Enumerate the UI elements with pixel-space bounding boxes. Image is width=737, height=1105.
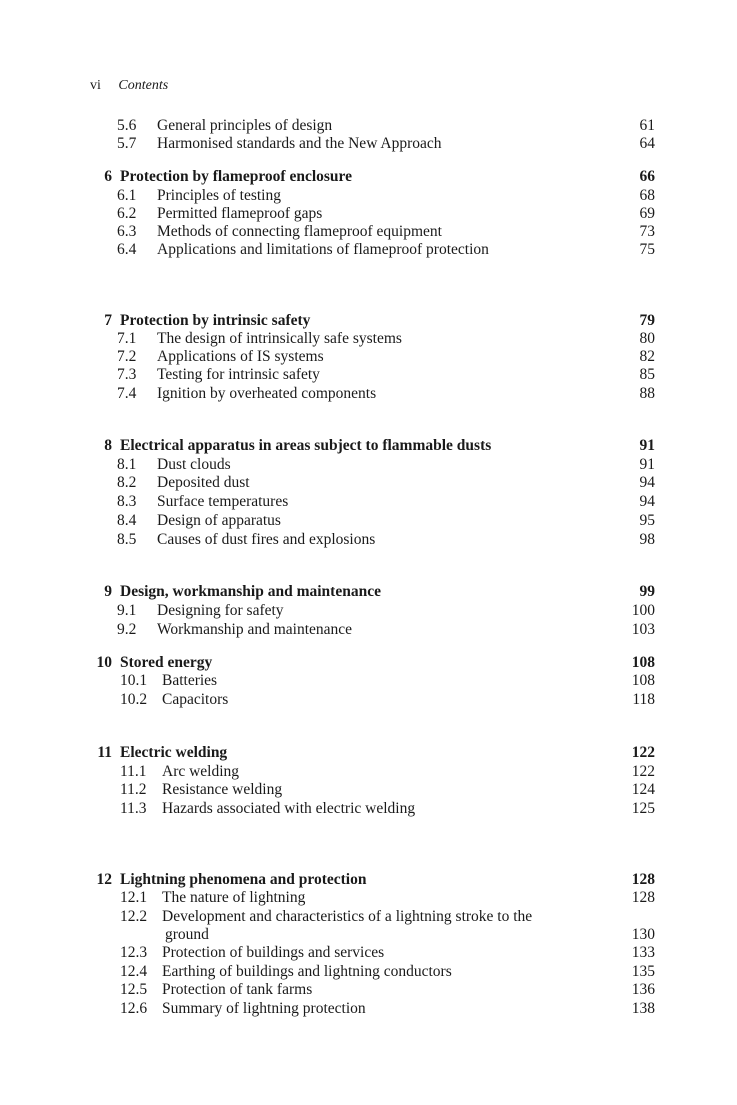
chapter-entry: [0, 582, 737, 602]
entry-title: Protection of tank farms: [162, 981, 313, 998]
entry-page: 135: [631, 963, 655, 980]
section-entry: [0, 980, 737, 1000]
entry-title: Dust clouds: [157, 456, 231, 473]
entry-page: 124: [631, 781, 655, 798]
entry-number: 10: [96, 654, 112, 671]
entry-title: Hazards associated with electric welding: [162, 800, 416, 817]
entry-number: 7.4: [117, 385, 137, 402]
entry-title: Ignition by overheated components: [157, 385, 377, 402]
entry-title: Deposited dust: [157, 474, 250, 491]
section-entry: [0, 620, 737, 640]
chapter-entry: [0, 311, 737, 331]
entry-page: 122: [631, 763, 655, 780]
entry-page: 130: [631, 926, 655, 943]
entry-page: 66: [639, 168, 655, 185]
entry-title: Harmonised standards and the New Approach: [157, 135, 442, 152]
entry-title: Earthing of buildings and lightning conductors: [162, 963, 452, 980]
entry-page: 128: [631, 889, 655, 906]
entry-page: 85: [639, 366, 655, 383]
section-entry: [0, 690, 737, 710]
entry-page: 138: [631, 1000, 655, 1017]
section-entry: [0, 671, 737, 691]
entry-page: 82: [639, 348, 655, 365]
running-header: [90, 78, 168, 94]
entry-number: 10.2: [120, 691, 148, 708]
entry-number: 8.4: [117, 512, 137, 529]
section-entry: [0, 134, 737, 154]
entry-page: 88: [639, 385, 655, 402]
entry-title: Batteries: [162, 672, 218, 689]
entry-title: Electric welding: [120, 744, 228, 761]
entry-page: 125: [631, 800, 655, 817]
entry-page: 73: [639, 223, 655, 240]
entry-title: Resistance welding: [162, 781, 283, 798]
entry-page: 64: [639, 135, 655, 152]
entry-title: Testing for intrinsic safety: [157, 366, 320, 383]
section-entry: [0, 925, 737, 945]
entry-page: 108: [631, 654, 655, 671]
page-number: vi: [90, 78, 101, 93]
entry-number: 9.2: [117, 621, 137, 638]
chapter-entry: [0, 743, 737, 763]
section-entry: [0, 962, 737, 982]
entry-title: The nature of lightning: [162, 889, 306, 906]
entry-title: Applications and limitations of flameproof protection: [157, 241, 489, 258]
entry-page: 75: [639, 241, 655, 258]
entry-title: Protection by intrinsic safety: [120, 312, 311, 329]
entry-number: 5.6: [117, 117, 137, 134]
entry-page: 118: [632, 691, 655, 708]
entry-number: 10.1: [120, 672, 148, 689]
entry-page: 108: [631, 672, 655, 689]
entry-title: Protection by flameproof enclosure: [120, 168, 353, 185]
entry-title: General principles of design: [157, 117, 333, 134]
section-entry: [0, 240, 737, 260]
entry-title: Workmanship and maintenance: [157, 621, 353, 638]
entry-title: The design of intrinsically safe systems: [157, 330, 402, 347]
entry-title: Principles of testing: [157, 187, 281, 204]
section-entry: [0, 222, 737, 242]
section-entry: [0, 365, 737, 385]
entry-number: 11.3: [120, 800, 147, 817]
section-entry: [0, 780, 737, 800]
entry-number: 6.4: [117, 241, 137, 258]
chapter-entry: [0, 653, 737, 673]
entry-number: 7.1: [117, 330, 137, 347]
section-entry: [0, 799, 737, 819]
entry-title: Design of apparatus: [157, 512, 281, 529]
section-entry: [0, 492, 737, 512]
entry-number: 7: [104, 312, 112, 329]
entry-title: ground: [165, 926, 209, 943]
entry-number: 11.2: [120, 781, 147, 798]
entry-number: 12.1: [120, 889, 148, 906]
chapter-entry: [0, 436, 737, 456]
entry-number: 12.3: [120, 944, 148, 961]
entry-page: 94: [639, 474, 655, 491]
entry-number: 7.3: [117, 366, 137, 383]
chapter-entry: [0, 167, 737, 187]
entry-title: Protection of buildings and services: [162, 944, 385, 961]
section-entry: [0, 186, 737, 206]
entry-number: 12.4: [120, 963, 148, 980]
entry-page: 61: [639, 117, 655, 134]
entry-page: 95: [639, 512, 655, 529]
entry-number: 8.1: [117, 456, 137, 473]
entry-number: 6.2: [117, 205, 137, 222]
entry-title: Development and characteristics of a lightning stroke to the: [162, 908, 533, 925]
entry-number: 9: [104, 583, 112, 600]
entry-title: Electrical apparatus in areas subject to flammable dusts: [120, 437, 492, 454]
section-entry: [0, 907, 737, 927]
entry-title: Arc welding: [162, 763, 240, 780]
entry-number: 6: [104, 168, 112, 185]
entry-number: 11: [97, 744, 112, 761]
entry-number: 6.3: [117, 223, 137, 240]
entry-title: Design, workmanship and maintenance: [120, 583, 381, 600]
section-entry: [0, 762, 737, 782]
entry-number: 9.1: [117, 602, 137, 619]
entry-title: Surface temperatures: [157, 493, 289, 510]
entry-page: 99: [639, 583, 655, 600]
entry-title: Stored energy: [120, 654, 213, 671]
entry-page: 122: [631, 744, 655, 761]
entry-page: 91: [639, 437, 655, 454]
entry-number: 6.1: [117, 187, 137, 204]
section-entry: [0, 455, 737, 475]
entry-page: 91: [639, 456, 655, 473]
running-title: Contents: [118, 78, 169, 93]
entry-page: 98: [639, 531, 655, 548]
entry-number: 11.1: [120, 763, 147, 780]
entry-title: Lightning phenomena and protection: [120, 871, 367, 888]
entry-title: Methods of connecting flameproof equipment: [157, 223, 442, 240]
entry-title: Applications of IS systems: [157, 348, 324, 365]
entry-number: 7.2: [117, 348, 137, 365]
entry-page: 69: [639, 205, 655, 222]
entry-number: 5.7: [117, 135, 137, 152]
section-entry: [0, 511, 737, 531]
section-entry: [0, 601, 737, 621]
section-entry: [0, 999, 737, 1019]
chapter-entry: [0, 870, 737, 890]
entry-number: 12.5: [120, 981, 148, 998]
entry-number: 12.6: [120, 1000, 148, 1017]
section-entry: [0, 943, 737, 963]
entry-page: 100: [631, 602, 655, 619]
entry-page: 103: [631, 621, 655, 638]
entry-number: 8: [104, 437, 112, 454]
section-entry: [0, 530, 737, 550]
entry-title: Summary of lightning protection: [162, 1000, 366, 1017]
entry-page: 128: [631, 871, 655, 888]
section-entry: [0, 116, 737, 136]
entry-number: 12: [96, 871, 112, 888]
section-entry: [0, 888, 737, 908]
entry-page: 80: [639, 330, 655, 347]
entry-number: 8.2: [117, 474, 137, 491]
entry-number: 8.3: [117, 493, 137, 510]
section-entry: [0, 204, 737, 224]
entry-page: 94: [639, 493, 655, 510]
section-entry: [0, 347, 737, 367]
section-entry: [0, 473, 737, 493]
entry-page: 133: [631, 944, 655, 961]
entry-page: 136: [631, 981, 655, 998]
entry-title: Capacitors: [162, 691, 229, 708]
entry-page: 68: [639, 187, 655, 204]
section-entry: [0, 384, 737, 404]
entry-title: Causes of dust fires and explosions: [157, 531, 376, 548]
entry-title: Designing for safety: [157, 602, 284, 619]
entry-number: 12.2: [120, 908, 148, 925]
entry-number: 8.5: [117, 531, 137, 548]
section-entry: [0, 329, 737, 349]
entry-title: Permitted flameproof gaps: [157, 205, 323, 222]
entry-page: 79: [639, 312, 655, 329]
